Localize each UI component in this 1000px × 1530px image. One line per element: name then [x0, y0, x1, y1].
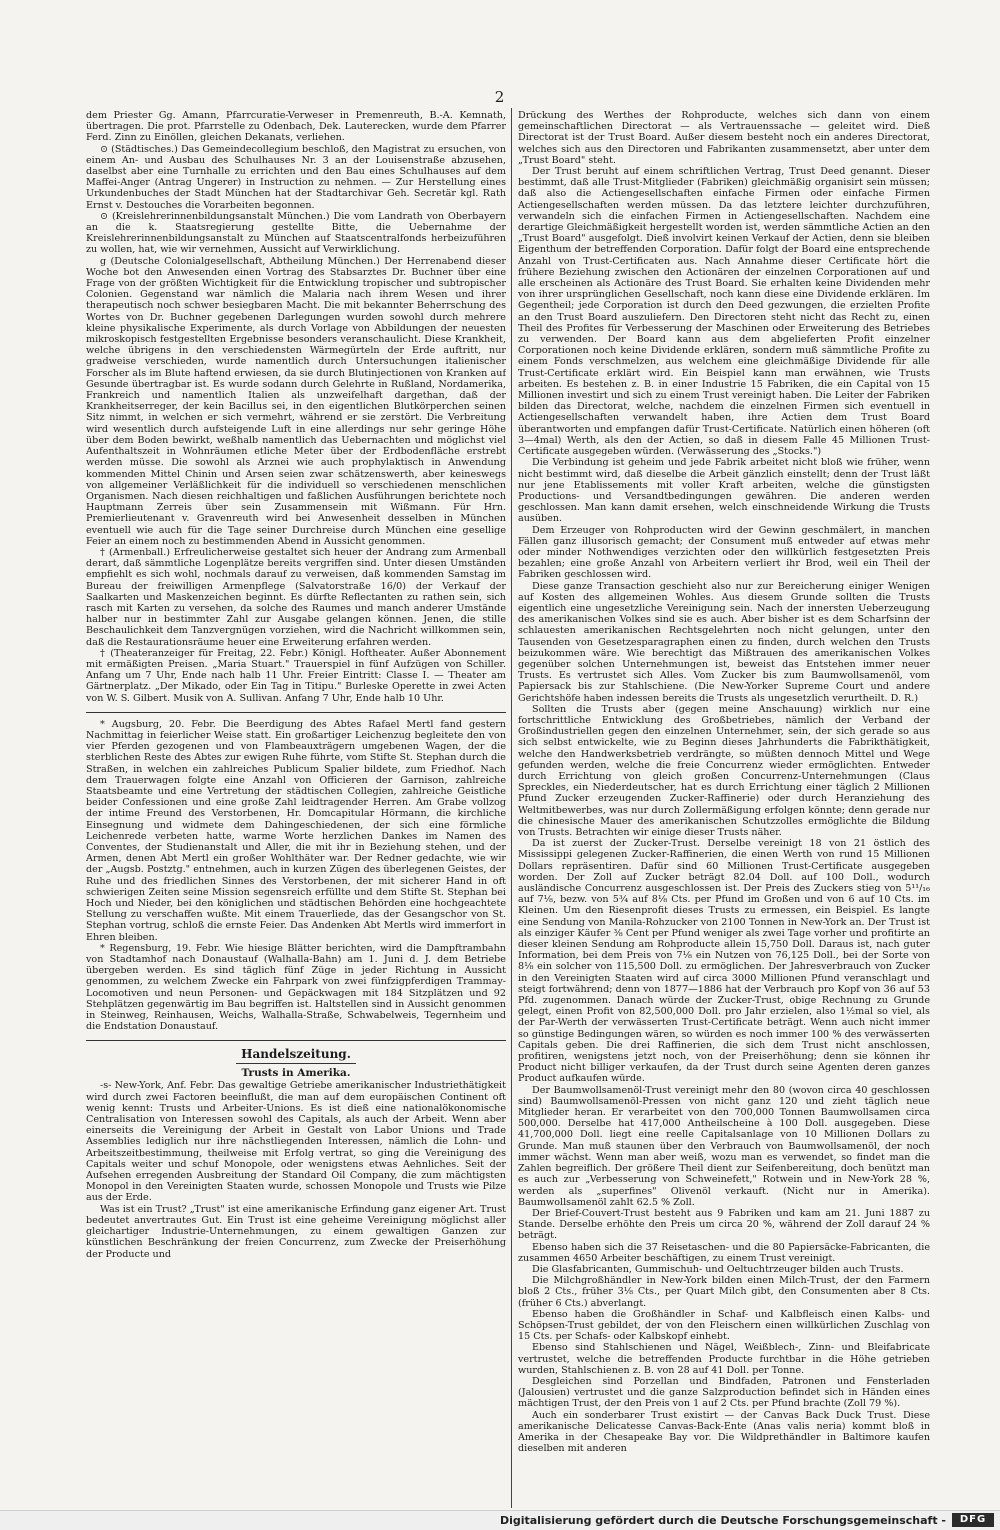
- article-paragraph: -s- New-York, Anf. Febr. Das gewaltige Getriebe amerikanischer Industriethätigkeit wird durch zwei Factoren beeinflußt, die man auf dem europäischen Continent oft wenig kennt: Trusts und Arbeiter-Unions. Es ist dieß eine nationalökonomische Centralisation von Interessen sowohl des Capitals, als auch der Arbeit. Wenn aber einerseits die Vereinigung der Arbeit in Gestalt von Labor Unions und Trade Assemblies lediglich nur ihre nächstliegenden Interessen, nämlich die Lohn- und Arbeitszeitbestimmung, theilweise mit Erfolg vertrat, so ging die Vereinigung des Capitals weiter und schuf Monopole, oder wenigstens etwas Aehnliches. Seit der Aufsehen erregenden Ausbreitung der Standard Oil Company, die zum mächtigsten Monopol in den Vereinigten Staaten wurde, schossen Monopole und Trusts wie Pilze aus der Erde.: [86, 1080, 506, 1204]
- section-divider: [86, 712, 506, 713]
- article-paragraph: Die Verbindung ist geheim und jede Fabrik arbeitet nicht bloß wie früher, wenn nicht bestimmt wird, daß dieselbe die Arbeit gänzlich einstellt; denn der Trust läßt nur jene Etablissements mit voller Kraft arbeiten, welche die günstigsten Productions- und Versandtbedingungen gewähren. Die anderen werden geschlossen. Man kann damit ersehen, welch einschneidende Wirkung die Trusts ausüben.: [518, 457, 930, 525]
- article-paragraph: † (Armenball.) Erfreulicherweise gestaltet sich heuer der Andrang zum Armenball derart, daß sämmtliche Logenplätze bereits vergriffen sind. Unter diesen Umständen empfiehlt es sich wohl, nochmals darauf zu verweisen, daß kommenden Samstag im Bureau der freiwilligen Armenpflege (Salvatorstraße 16/0) der Verkauf der Saalkarten und Maskenzeichen beginnt. Es dürfte Reflectanten zu rathen sein, sich rasch mit Karten zu versehen, da solche des Raumes und manch anderer Umstände halber nur in bestimmter Zahl zur Ausgabe gelangen können. Jenen, die stille Beschaulichkeit dem Tanzvergnügen vorziehen, wird die Nachricht willkommen sein, daß die Restaurationsräume heuer eine Erweiterung erfahren werden.: [86, 546, 506, 648]
- section-subheading: Trusts in Amerika.: [241, 1067, 351, 1080]
- article-paragraph: Auch ein sonderbarer Trust existirt — der Canvas Back Duck Trust. Diese amerikanische Delicatesse Canvas-Back-Ente (Anas valis neria) kommt bloß in Amerika in der Chesapeake Bay vor. Die Wildprethändler in Baltimore kaufen dieselben mit anderen: [518, 1409, 930, 1455]
- article-paragraph: Der Brief-Couvert-Trust besteht aus 9 Fabriken und kam am 21. Juni 1887 zu Stande. Derselbe erhöhte den Preis um circa 20 %, während der Zoll darauf 24 % beträgt.: [518, 1207, 930, 1242]
- article-paragraph: Dem Erzeuger von Rohproducten wird der Gewinn geschmälert, in manchen Fällen ganz illusorisch gemacht; der Consument muß entweder auf etwas mehr oder minder Nothwendiges verzichten oder den willkürlich festgesetzten Preis bezahlen; eine große Anzahl von Arbeitern verliert ihr Brod, weil ein Theil der Fabriken geschlossen wird.: [518, 524, 930, 581]
- article-paragraph: Da ist zuerst der Zucker-Trust. Derselbe vereinigt 18 von 21 östlich des Mississippi gelegenen Zucker-Raffinerien, die einen Werth von rund 15 Millionen Dollars repräsentiren. Dafür sind 60 Millionen Trust-Certificate ausgegeben worden. Der Zoll auf Zucker beträgt 82.04 Doll. auf 100 Doll., wodurch ausländische Concurrenz ausgeschlossen ist. Der Preis des Zuckers stieg von 5¹¹/₁₆ auf 7⅛, bezw. von 5¾ auf 8⅛ Cts. per Pfund im Großen und von 6 auf 10 Cts. im Kleinen. Um den Riesenprofit dieses Trusts zu ermessen, ein Beispiel. Es langte eine Sendung von Manila-Rohzucker von 2100 Tonnen in New-York an. Der Trust ist als einziger Käufer ⅜ Cent per Pfund weniger als zwei Tage vorher und profitirte an dieser kleinen Sendung am Rohproducte allein 15,750 Doll. Daraus ist, nach guter Information, bei dem Preis von 7⅛ ein Nutzen von 76,125 Doll., bei der Sorte von 8⅛ ein solcher von 115,500 Doll. zu ermöglichen. Der Jahresverbrauch von Zucker in den Vereinigten Staaten wird auf circa 3000 Millionen Pfund veranschlagt und steigt fortwährend; denn von 1877—1886 hat der Verbrauch pro Kopf von 36 auf 53 Pfd. zugenommen. Danach würde der Zucker-Trust, obige Rechnung zu Grunde gelegt, einen Profit von 82,500,000 Doll. pro Jahr erzielen, also 1½mal so viel, als der Par-Werth der verwässerten Trust-Certificate beträgt. Wenn auch nicht immer so günstige Bedingungen wären, so würden es noch immer 100 % des verwässerten Capitals geben. Die drei Raffinerien, die sich dem Trust nicht anschlossen, profitiren, wenigstens jetzt noch, von der Preiserhöhung; denn sie können ihr Product nicht billiger verkaufen, da der Trust durch seine Agenten deren ganzes Product aufkaufen würde.: [518, 838, 930, 1085]
- section-divider: [86, 1040, 506, 1041]
- footer-credit: Digitalisierung gefördert durch die Deutsche Forschungsgemeinschaft -: [499, 1514, 946, 1527]
- section-heading-text: Handelszeitung.: [241, 1047, 351, 1062]
- article-paragraph: Desgleichen sind Porzellan und Bindfaden, Patronen und Fensterladen (Jalousien) vertrustet und die ganze Salzproduction befindet sich in Händen eines mächtigen Trust, der den Preis von 1 auf 2 Cts. per Pfund brachte (Zoll 79 %).: [518, 1375, 930, 1410]
- article-paragraph: * Augsburg, 20. Febr. Die Beerdigung des Abtes Rafael Mertl fand gestern Nachmittag in feierlicher Weise statt. Ein großartiger Leichenzug begleitete den von vier Pferden gezogenen und von Flambeauxträgern umgebenen Wagen, der die sterblichen Reste des Abtes zur ewigen Ruhe führte, vom Stifte St. Stephan durch die Straßen, in welchen ein zahlreiches Publicum Spalier bildete, zum Friedhof. Nach dem Trauerwagen folgte eine Anzahl von Officieren der Garnison, zahlreiche Staatsbeamte und eine Vertretung der städtischen Collegien, zahlreiche Geistliche beider Confessionen und eine große Zahl leidtragender Herren. Am Grabe vollzog der intime Freund des Verstorbenen, Hr. Domcapitular Hörmann, die kirchliche Einsegnung und widmete dem Dahingeschiedenen, der sich eine förmliche Leichenrede verbeten hatte, warme Worte herzlichen Dankes im Namen des Conventes, der Studienanstalt und Aller, die mit ihr in Beziehung stehen, und der Armen, denen Abt Mertl ein großer Wohlthäter war. Der Redner gedachte, wie wir der „Augsb. Postztg." entnehmen, auch in kurzen Zügen des überlegenen Geistes, der Ruhe und des friedlichen Sinnes des Verstorbenen, der mit sicherer Hand in oft schwierigen Zeiten seine Mission segensreich erfüllte und dem Stifte St. Stephan bei Hoch und Nieder, bei den königlichen und städtischen Behörden eine hochgeachtete Stellung zu verschaffen wußte. Mit einem Trauerliede, das der Gesangschor von St. Stephan vortrug, schloß die ernste Feier. Das Andenken Abt Mertls wird immerfort in Ehren bleiben.: [86, 718, 506, 943]
- article-paragraph: g (Deutsche Colonialgesellschaft, Abtheilung München.) Der Herrenabend dieser Woche bot den Anwesenden einen Vortrag des Stabsarztes Dr. Buchner über eine Frage von der größten Wichtigkeit für die Entwicklung tropischer und subtropischer Colonien. Gegenstand war nämlich die Malaria nach ihrem Wesen und ihrer therapeutisch noch schwer besiegbaren Macht. Die mit bekannter Beherrschung des Wortes von Dr. Buchner gegebenen Darlegungen wurden sowohl durch mehrere kleine physikalische Experimente, als durch Vorlage von Abbildungen der neuesten mikroskopisch festgestellten Ergebnisse besonders veranschaulicht. Diese Krankheit, welche übrigens in den verschiedensten Wärmegürteln der Erde auftritt, nur gradweise verschieden, wurde namentlich durch Untersuchungen italienischer Forscher als im Blute haftend erwiesen, da sie durch Blutinjectionen von Kranken auf Gesunde übertragbar ist. Es wurde sodann durch Gelehrte in Rußland, Nordamerika, Frankreich und namentlich Italien als unzweifelhaft dargethan, daß der Krankheitserreger, der kein Bacillus sei, in den eigentlichen Blutkörperchen seinen Sitz nimmt, in welchen er sich vermehrt, während er sie zerstört. Die Verbreitung wird wesentlich durch aufsteigende Luft in eine allerdings nur sehr geringe Höhe über dem Boden bewirkt, weßhalb namentlich das Uebernachten und möglichst viel Aufenthaltszeit in Wohnräumen etliche Meter über der Erdbodenfläche erstrebt werden müsse. Die sowohl als Arznei wie auch prophylaktisch in Anwendung kommenden Mittel Chinin und Arsen seien zwar schätzenswerth, aber keineswegs von allgemeiner Verläßlichkeit für die individuell so verschiedenen menschlichen Organismen. Nach diesen reichhaltigen und faßlichen Ausführungen berichtete noch Hauptmann Zerreis über sein Zusammensein mit Wißmann. Für Hrn. Premierlieutenant v. Gravenreuth wird bei Anwesenheit desselben in München eventuell wie auch für die Tage seiner Durchreise durch München eine gesellige Feier an einem noch zu bestimmenden Abend in Aussicht genommen.: [86, 255, 506, 547]
- article-paragraph: dem Priester Gg. Amann, Pfarrcuratie-Verweser in Premenreuth, B.-A. Kemnath, übertragen. Die prot. Pfarrstelle zu Odenbach, Dek. Lauterecken, wurde dem Pfarrer Ferd. Zinn zu Einöllen, gleichen Dekanats, verliehen.: [86, 110, 506, 144]
- article-paragraph: Ebenso haben sich die 37 Reisetaschen- und die 80 Papiersäcke-Fabricanten, die zusammen 4650 Arbeiter beschäftigen, zu einem Trust vereinigt.: [518, 1241, 930, 1264]
- article-paragraph: Was ist ein Trust? „Trust" ist eine amerikanische Erfindung ganz eigener Art. Trust bedeutet anvertrautes Gut. Ein Trust ist eine geheime Vereinigung möglichst aller gleichartiger Industrie-Unternehmungen, zu einem gewaltigen Ganzen zur künstlichen Beschränkung der freien Concurrenz, zum Zwecke der Preiserhöhung der Producte und: [86, 1203, 506, 1260]
- left-column: [86, 110, 506, 1510]
- digitization-footer: [0, 1510, 1000, 1530]
- article-paragraph: Der Trust beruht auf einem schriftlichen Vertrag, Trust Deed genannt. Dieser bestimmt, daß alle Trust-Mitglieder (Fabriken) gleichmäßig organisirt sein müssen; daß also die Actiengesellschaften einfache Firmen oder einfache Firmen Actiengesellschaften werden müssen. Da das letztere leichter durchzuführen, verwandeln sich die einfachen Firmen in Actiengesellschaften. Nachdem eine derartige Gleichmäßigkeit hergestellt worden ist, werden sämmtliche Actien an den „Trust Board" ausgefolgt. Dieß involvirt keinen Verkauf der Actien, denn sie bleiben Eigenthum der betreffenden Corporation. Dafür folgt der Board eine entsprechende Anzahl von Trust-Certificaten aus. Nach Annahme dieser Certificate hört die frühere Beziehung zwischen den Actionären der einzelnen Corporationen auf und alle erscheinen als Actionäre des Trust Board. Sie erhalten keine Dividenden mehr von ihrer ursprünglichen Gesellschaft, noch kann diese eine Dividende erklären. Im Gegentheil; jede Corporation ist durch den Deed gezwungen, die erzielten Profite an den Trust Board auszuliefern. Den Directoren steht nicht das Recht zu, einen Theil des Profites für Verbesserung der Maschinen oder Erweiterung des Betriebes zu verwenden. Der Board kann aus dem abgelieferten Profit einzelner Corporationen noch keine Dividende erklären, sondern muß sämmtliche Profite zu einem Fonds verschmelzen, aus welchem eine gleichmäßige Dividende für alle Trust-Certificate erklärt wird. Ein Beispiel kann man erwähnen, wie Trusts arbeiten. Es bestehen z. B. in einer Industrie 15 Fabriken, die ein Capital von 15 Millionen investirt und sich zu einem Trust vereinigt haben. Die Leiter der Fabriken bilden das Directorat, welche, nachdem die einzelnen Firmen sich eventuell in Actiengesellschaften verwandelt haben, ihre Actien dem Trust Board überantworten und empfangen dafür Trust-Certificate. Natürlich einen höheren (oft 3—4mal) Werth, als den der Actien, so daß in diesem Falle 45 Millionen Trust-Certificate ausgegeben würden. (Verwässerung des „Stocks."): [518, 166, 930, 458]
- section-heading: [86, 1047, 506, 1064]
- article-paragraph: Diese ganze Transaction geschieht also nur zur Bereicherung einiger Wenigen auf Kosten des allgemeinen Wohles. Aus diesem Grunde sollten die Trusts eigentlich eine ungesetzliche Vereinigung sein. Nach der innersten Ueberzeugung des amerikanischen Volkes sind sie es auch. Aber bisher ist es dem Scharfsinn der schlauesten amerikanischen Rechtsgelehrten noch nicht gelungen, unter den Tausenden von Gesetzesparagraphen einen zu finden, durch welchen den Trusts beizukommen wäre. Wie berechtigt das Mißtrauen des amerikanischen Volkes gegenüber solchen Unternehmungen ist, beweist das Entstehen immer neuer Trusts. Es vertrustet sich Alles. Vom Zucker bis zum Baumwollsamenöl, vom Papiersack bis zur Stahlschiene. (Die New-Yorker Supreme Court und andere Gerichtshöfe haben indessen bereits die Trusts als ungesetzlich verurtheilt. D. R.): [518, 580, 930, 704]
- article-paragraph: Die Milchgroßhändler in New-York bilden einen Milch-Trust, der den Farmern bloß 2 Cts., früher 3⅛ Cts., per Quart Milch gibt, den Consumenten aber 8 Cts. (früher 6 Cts.) abverlangt.: [518, 1275, 930, 1309]
- right-column: [518, 110, 930, 1510]
- dfg-logo: DFG: [952, 1513, 994, 1527]
- article-paragraph: † (Theateranzeiger für Freitag, 22. Febr.) Königl. Hoftheater. Außer Abonnement mit ermäßigten Preisen. „Maria Stuart." Trauerspiel in fünf Aufzügen von Schiller. Anfang um 7 Uhr, Ende nach halb 11 Uhr. Freier Eintritt: Classe I. — Theater am Gärtnerplatz. „Der Mikado, oder Ein Tag in Titipu." Burleske Operette in zwei Acten von W. S. Gilbert. Musik von A. Sullivan. Anfang 7 Uhr, Ende halb 10 Uhr.: [86, 647, 506, 704]
- article-paragraph: Drückung des Werthes der Rohproducte, welches sich dann von einem gemeinschaftlichen Directorat — als Vertrauenssache — geleitet wird. Dieß Directorat ist der Trust Board. Außer diesem besteht noch ein anderes Directorat, welches sich aus den Directoren und Fabrikanten zusammensetzt, aber unter dem „Trust Board" steht.: [518, 110, 930, 166]
- article-paragraph: ⊙ (Städtisches.) Das Gemeindecollegium beschloß, den Magistrat zu ersuchen, von einem An- und Ausbau des Schulhauses Nr. 3 an der Louisenstraße abzusehen, daselbst aber eine Turnhalle zu errichten und den Bau eines Schulhauses auf dem Maffei-Anger (Antrag Ungerer) in Instruction zu nehmen. — Zur Herstellung eines Urkundenbuches der Stadt München hat der Stadtarchivar Geh. Secretär kgl. Rath Ernst v. Destouches die Vorarbeiten begonnen.: [86, 143, 506, 211]
- article-paragraph: Die Glasfabricanten, Gummischuh- und Oeltuchtrzeuger bilden auch Trusts.: [532, 1263, 904, 1275]
- page-number: 2: [494, 88, 506, 106]
- heading-underline: [236, 1063, 356, 1064]
- column-divider: [511, 108, 512, 1508]
- article-paragraph: ⊙ (Kreislehrerinnenbildungsanstalt München.) Die vom Landrath von Oberbayern an die k. Staatsregierung gestellte Bitte, die Uebernahme der Kreislehrerinnenbildungsanstalt zu München auf Staatscentralfonds herbeizuführen zu wollen, hat, wie wir vernehmen, Aussicht auf Verwirklichung.: [86, 210, 506, 256]
- article-paragraph: Ebenso haben die Großhändler in Schaf- und Kalbfleisch einen Kalbs- und Schöpsen-Trust gebildet, der von den Fleischern einen willkürlichen Zuschlag von 15 Cts. per Schafs- oder Kalbskopf einhebt.: [518, 1308, 930, 1343]
- article-paragraph: Ebenso sind Stahlschienen und Nägel, Weißblech-, Zinn- und Bleifabricate vertrustet, welche die betreffenden Producte furchtbar in die Höhe getrieben wurden, Stahlschienen z. B. von 28 auf 41 Doll. per Tonne.: [518, 1342, 930, 1376]
- article-paragraph: Sollten die Trusts aber (gegen meine Anschauung) wirklich nur eine fortschrittliche Entwicklung des Großbetriebes, nämlich der Verband der Großindustriellen gegen den einzelnen Unternehmer, sein, der sich gerade so aus sich selbst entwickelte, wie zu Beginn dieses Jahrhunderts die Fabrikthätigkeit, welche den Handwerksbetrieb verdrängte, so müßten dennoch Mittel und Wege gefunden werden, welche die freie Concurrenz wieder ermöglichten. Entweder durch Errichtung von gleich großen Concurrenz-Unternehmungen (Claus Spreckles, ein Niederdeutscher, hat es durch Errichtung einer täglich 2 Millionen Pfund Zucker erzeugenden Zucker-Raffinerie) oder durch Heranziehung des Weltmitbewerbes, was nur durch Zollermäßigung erfolgen könnte; denn gerade nur die chinesische Mauer des amerikanischen Schutzzolles ermöglichte die Bildung von Trusts. Betrachten wir einige dieser Trusts näher.: [518, 703, 930, 838]
- article-paragraph: Der Baumwollsamenöl-Trust vereinigt mehr den 80 (wovon circa 40 geschlossen sind) Baumwollsamenöl-Pressen von nicht ganz 120 und zieht täglich neue Mitglieder heran. Er verarbeitet von den 700,000 Tonnen Baumwollsamen circa 500,000. Derselbe hat 417,000 Antheilscheine à 100 Doll. ausgegeben. Diese 41,700,000 Doll. liegt eine reelle Capitalsanlage von 10 Millionen Dollars zu Grunde. Man muß staunen über den Verbrauch von Baumwollsamenöl, der noch immer wächst. Wenn man aber weiß, wozu man es verwendet, so findet man die Zahlen begreiflich. Der größere Theil dient zur Seifenbereitung, doch benützt man es auch zur „Verbesserung von Schweinefett," Rotwein und in New-York 28 %, werden als „superfines" Olivenöl verkauft. (Nicht nur in Amerika). Baumwollsamenöl zahlt 62.5 % Zoll.: [518, 1084, 930, 1208]
- article-paragraph: * Regensburg, 19. Febr. Wie hiesige Blätter berichten, wird die Dampftrambahn von Stadtamhof nach Donaustauf (Walhalla-Bahn) am 1. Juni d. J. dem Betriebe übergeben werden. Es sind täglich fünf Züge in jeder Richtung in Aussicht genommen, zu welchem Zwecke ein Fahrpark von zwei fünfzigpferdigen Trammay-Locomotiven und neun Personen- und Gepäckwagen mit 184 Sitzplätzen und 92 Stehplätzen gegenwärtig im Bau begriffen ist. Haltstellen sind in Aussicht genommen in Steinweg, Reinhausen, Weichs, Walhalla-Straße, Schwabelweis, Tegernheim und die Endstation Donaustauf.: [86, 942, 506, 1033]
